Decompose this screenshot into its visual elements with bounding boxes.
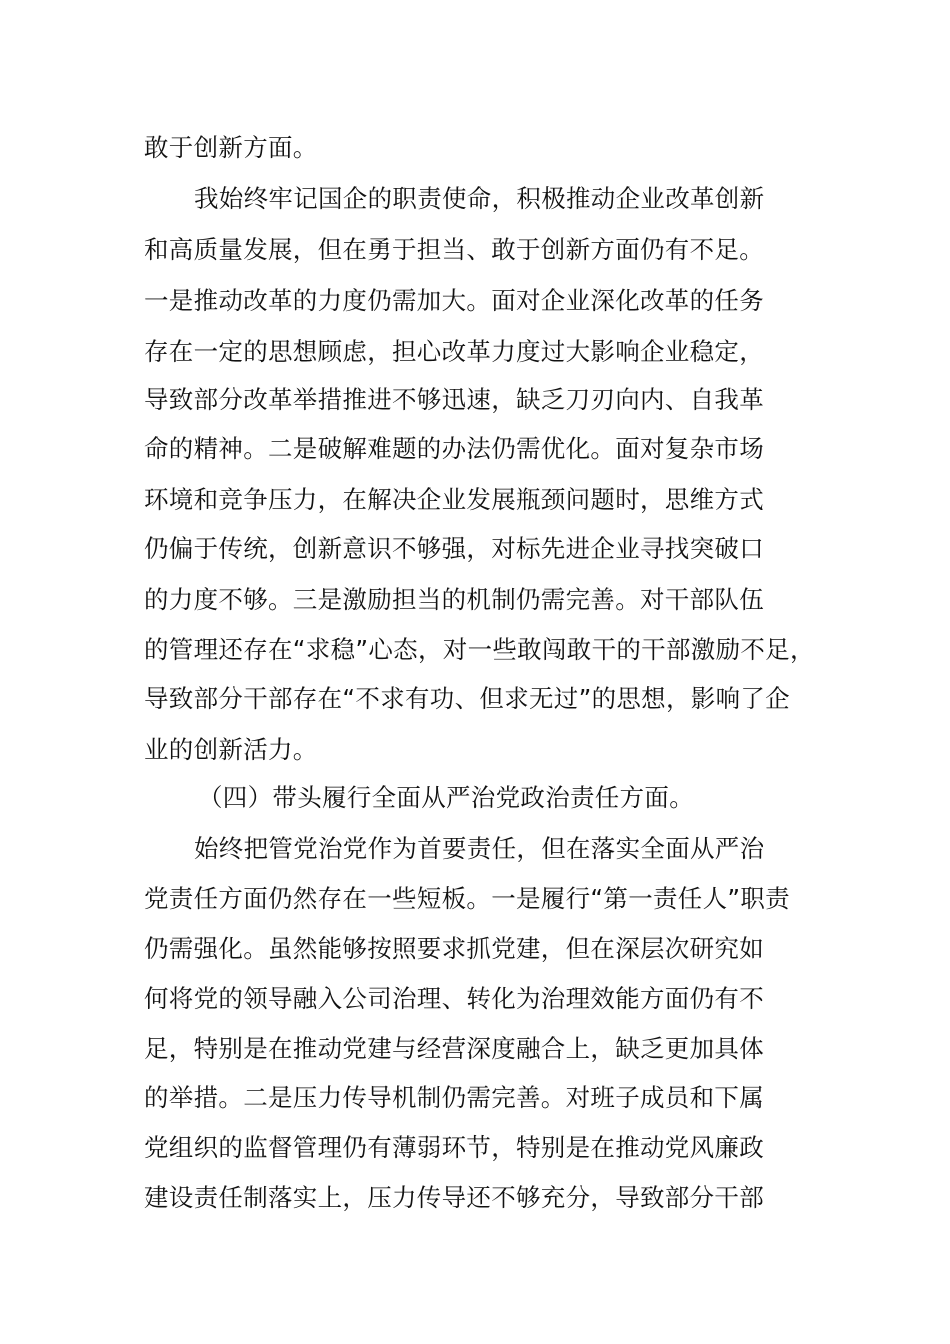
text-line: 命的精神。二是破解难题的办法仍需优化。面对复杂市场 bbox=[144, 434, 764, 463]
text-line: 何将党的领导融入公司治理、转化为治理效能方面仍有不 bbox=[144, 984, 764, 1013]
text-line: 一是推动改革的力度仍需加大。面对企业深化改革的任务 bbox=[144, 286, 764, 315]
text-line: 敢于创新方面。 bbox=[144, 133, 318, 162]
text-line: 建设责任制落实上，压力传导还不够充分，导致部分干部 bbox=[144, 1183, 764, 1212]
text-line: 的力度不够。三是激励担当的机制仍需完善。对干部队伍 bbox=[144, 585, 764, 614]
text-line: 环境和竞争压力，在解决企业发展瓶颈问题时，思维方式 bbox=[144, 485, 764, 514]
paragraph-first-line: 我始终牢记国企的职责使命，积极推动企业改革创新 bbox=[194, 184, 765, 213]
text-line: 仍偏于传统，创新意识不够强，对标先进企业寻找突破口 bbox=[144, 534, 764, 563]
paragraph-first-line: 始终把管党治党作为首要责任，但在落实全面从严治 bbox=[194, 834, 765, 863]
text-line: 和高质量发展，但在勇于担当、敢于创新方面仍有不足。 bbox=[144, 235, 764, 264]
text-line: 导致部分干部存在“不求有功、但求无过”的思想，影响了企 bbox=[144, 684, 790, 713]
text-line: 党组织的监督管理仍有薄弱环节，特别是在推动党风廉政 bbox=[144, 1133, 764, 1162]
text-line: 足，特别是在推动党建与经营深度融合上，缺乏更加具体 bbox=[144, 1034, 764, 1063]
text-line: 党责任方面仍然存在一些短板。一是履行“第一责任人”职责 bbox=[144, 884, 790, 913]
section-heading: （四）带头履行全面从严治党政治责任方面。 bbox=[198, 783, 694, 812]
text-line: 的举措。二是压力传导机制仍需完善。对班子成员和下属 bbox=[144, 1083, 764, 1112]
text-line: 存在一定的思想顾虑，担心改革力度过大影响企业稳定， bbox=[144, 337, 764, 366]
text-line: 导致部分改革举措推进不够迅速，缺乏刀刃向内、自我革 bbox=[144, 385, 764, 414]
text-line: 的管理还存在“求稳”心态，对一些敢闯敢干的干部激励不足， bbox=[144, 635, 815, 664]
text-line: 仍需强化。虽然能够按照要求抓党建，但在深层次研究如 bbox=[144, 934, 764, 963]
text-line: 业的创新活力。 bbox=[144, 735, 318, 764]
